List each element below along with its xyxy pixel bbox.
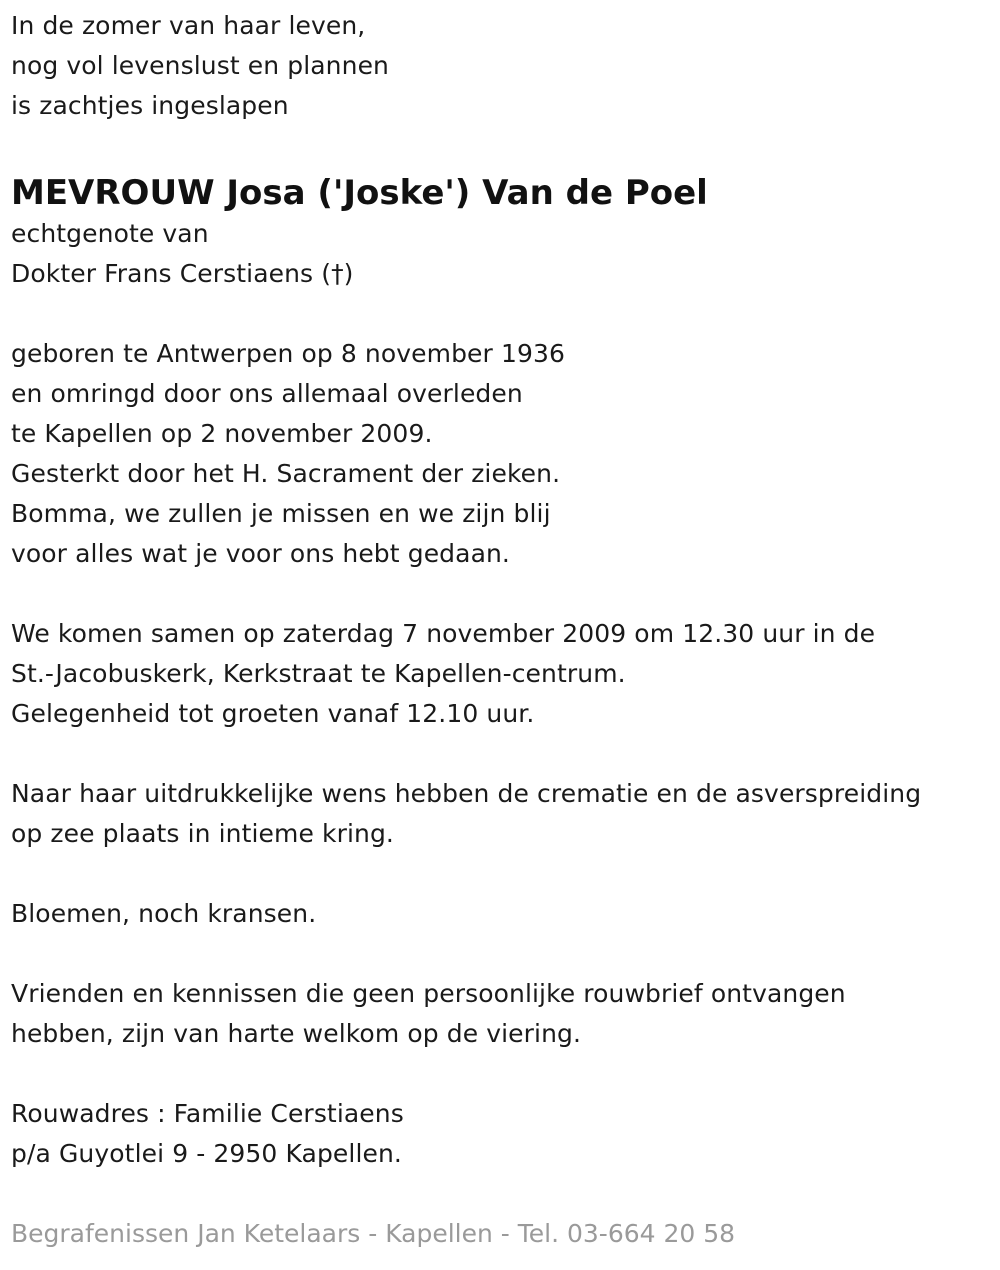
spouse-line-2: Dokter Frans Cerstiaens (†) — [11, 259, 354, 288]
cremation-line-2: op zee plaats in intieme kring. — [11, 819, 394, 848]
life-line-6: voor alles wat je voor ons hebt gedaan. — [11, 539, 510, 568]
address-line-1: Rouwadres : Familie Cerstiaens — [11, 1099, 404, 1128]
opening-line-2: nog vol levenslust en plannen — [11, 51, 389, 80]
service-line-2: St.-Jacobuskerk, Kerkstraat te Kapellen-centrum. — [11, 659, 626, 688]
deceased-name: MEVROUW Josa ('Joske') Van de Poel — [11, 173, 708, 213]
spacer — [11, 1174, 991, 1214]
friends-block — [11, 974, 991, 1054]
spacer — [11, 294, 991, 334]
address-block — [11, 1094, 991, 1174]
opening-verse — [11, 6, 991, 126]
life-line-5: Bomma, we zullen je missen en we zijn blij — [11, 499, 551, 528]
life-line-4: Gesterkt door het H. Sacrament der zieken. — [11, 459, 561, 488]
spacer — [11, 734, 991, 774]
address-line-2: p/a Guyotlei 9 - 2950 Kapellen. — [11, 1139, 402, 1168]
opening-line-1: In de zomer van haar leven, — [11, 11, 366, 40]
cremation-block — [11, 774, 991, 854]
service-block — [11, 614, 991, 734]
cremation-line-1: Naar haar uitdrukkelijke wens hebben de crematie en de asverspreiding — [11, 779, 922, 808]
flowers-note: Bloemen, noch kransen. — [11, 899, 317, 928]
friends-line-2: hebben, zijn van harte welkom op de viering. — [11, 1019, 582, 1048]
opening-line-3: is zachtjes ingeslapen — [11, 91, 289, 120]
service-line-3: Gelegenheid tot groeten vanaf 12.10 uur. — [11, 699, 535, 728]
spacer — [11, 1054, 991, 1094]
death-notice — [11, 0, 991, 1254]
spouse-line-1: echtgenote van — [11, 219, 209, 248]
life-line-2: en omringd door ons allemaal overleden — [11, 379, 523, 408]
life-block — [11, 334, 991, 574]
spacer — [11, 574, 991, 614]
life-line-3: te Kapellen op 2 november 2009. — [11, 419, 433, 448]
service-line-1: We komen samen op zaterdag 7 november 2009 om 12.30 uur in de — [11, 619, 876, 648]
spacer — [11, 854, 991, 894]
spouse-block — [11, 214, 991, 294]
spacer — [11, 934, 991, 974]
friends-line-1: Vrienden en kennissen die geen persoonlijke rouwbrief ontvangen — [11, 979, 846, 1008]
life-line-1: geboren te Antwerpen op 8 november 1936 — [11, 339, 565, 368]
funeral-home-footer: Begrafenissen Jan Ketelaars - Kapellen - Tel. 03-664 20 58 — [11, 1219, 736, 1248]
